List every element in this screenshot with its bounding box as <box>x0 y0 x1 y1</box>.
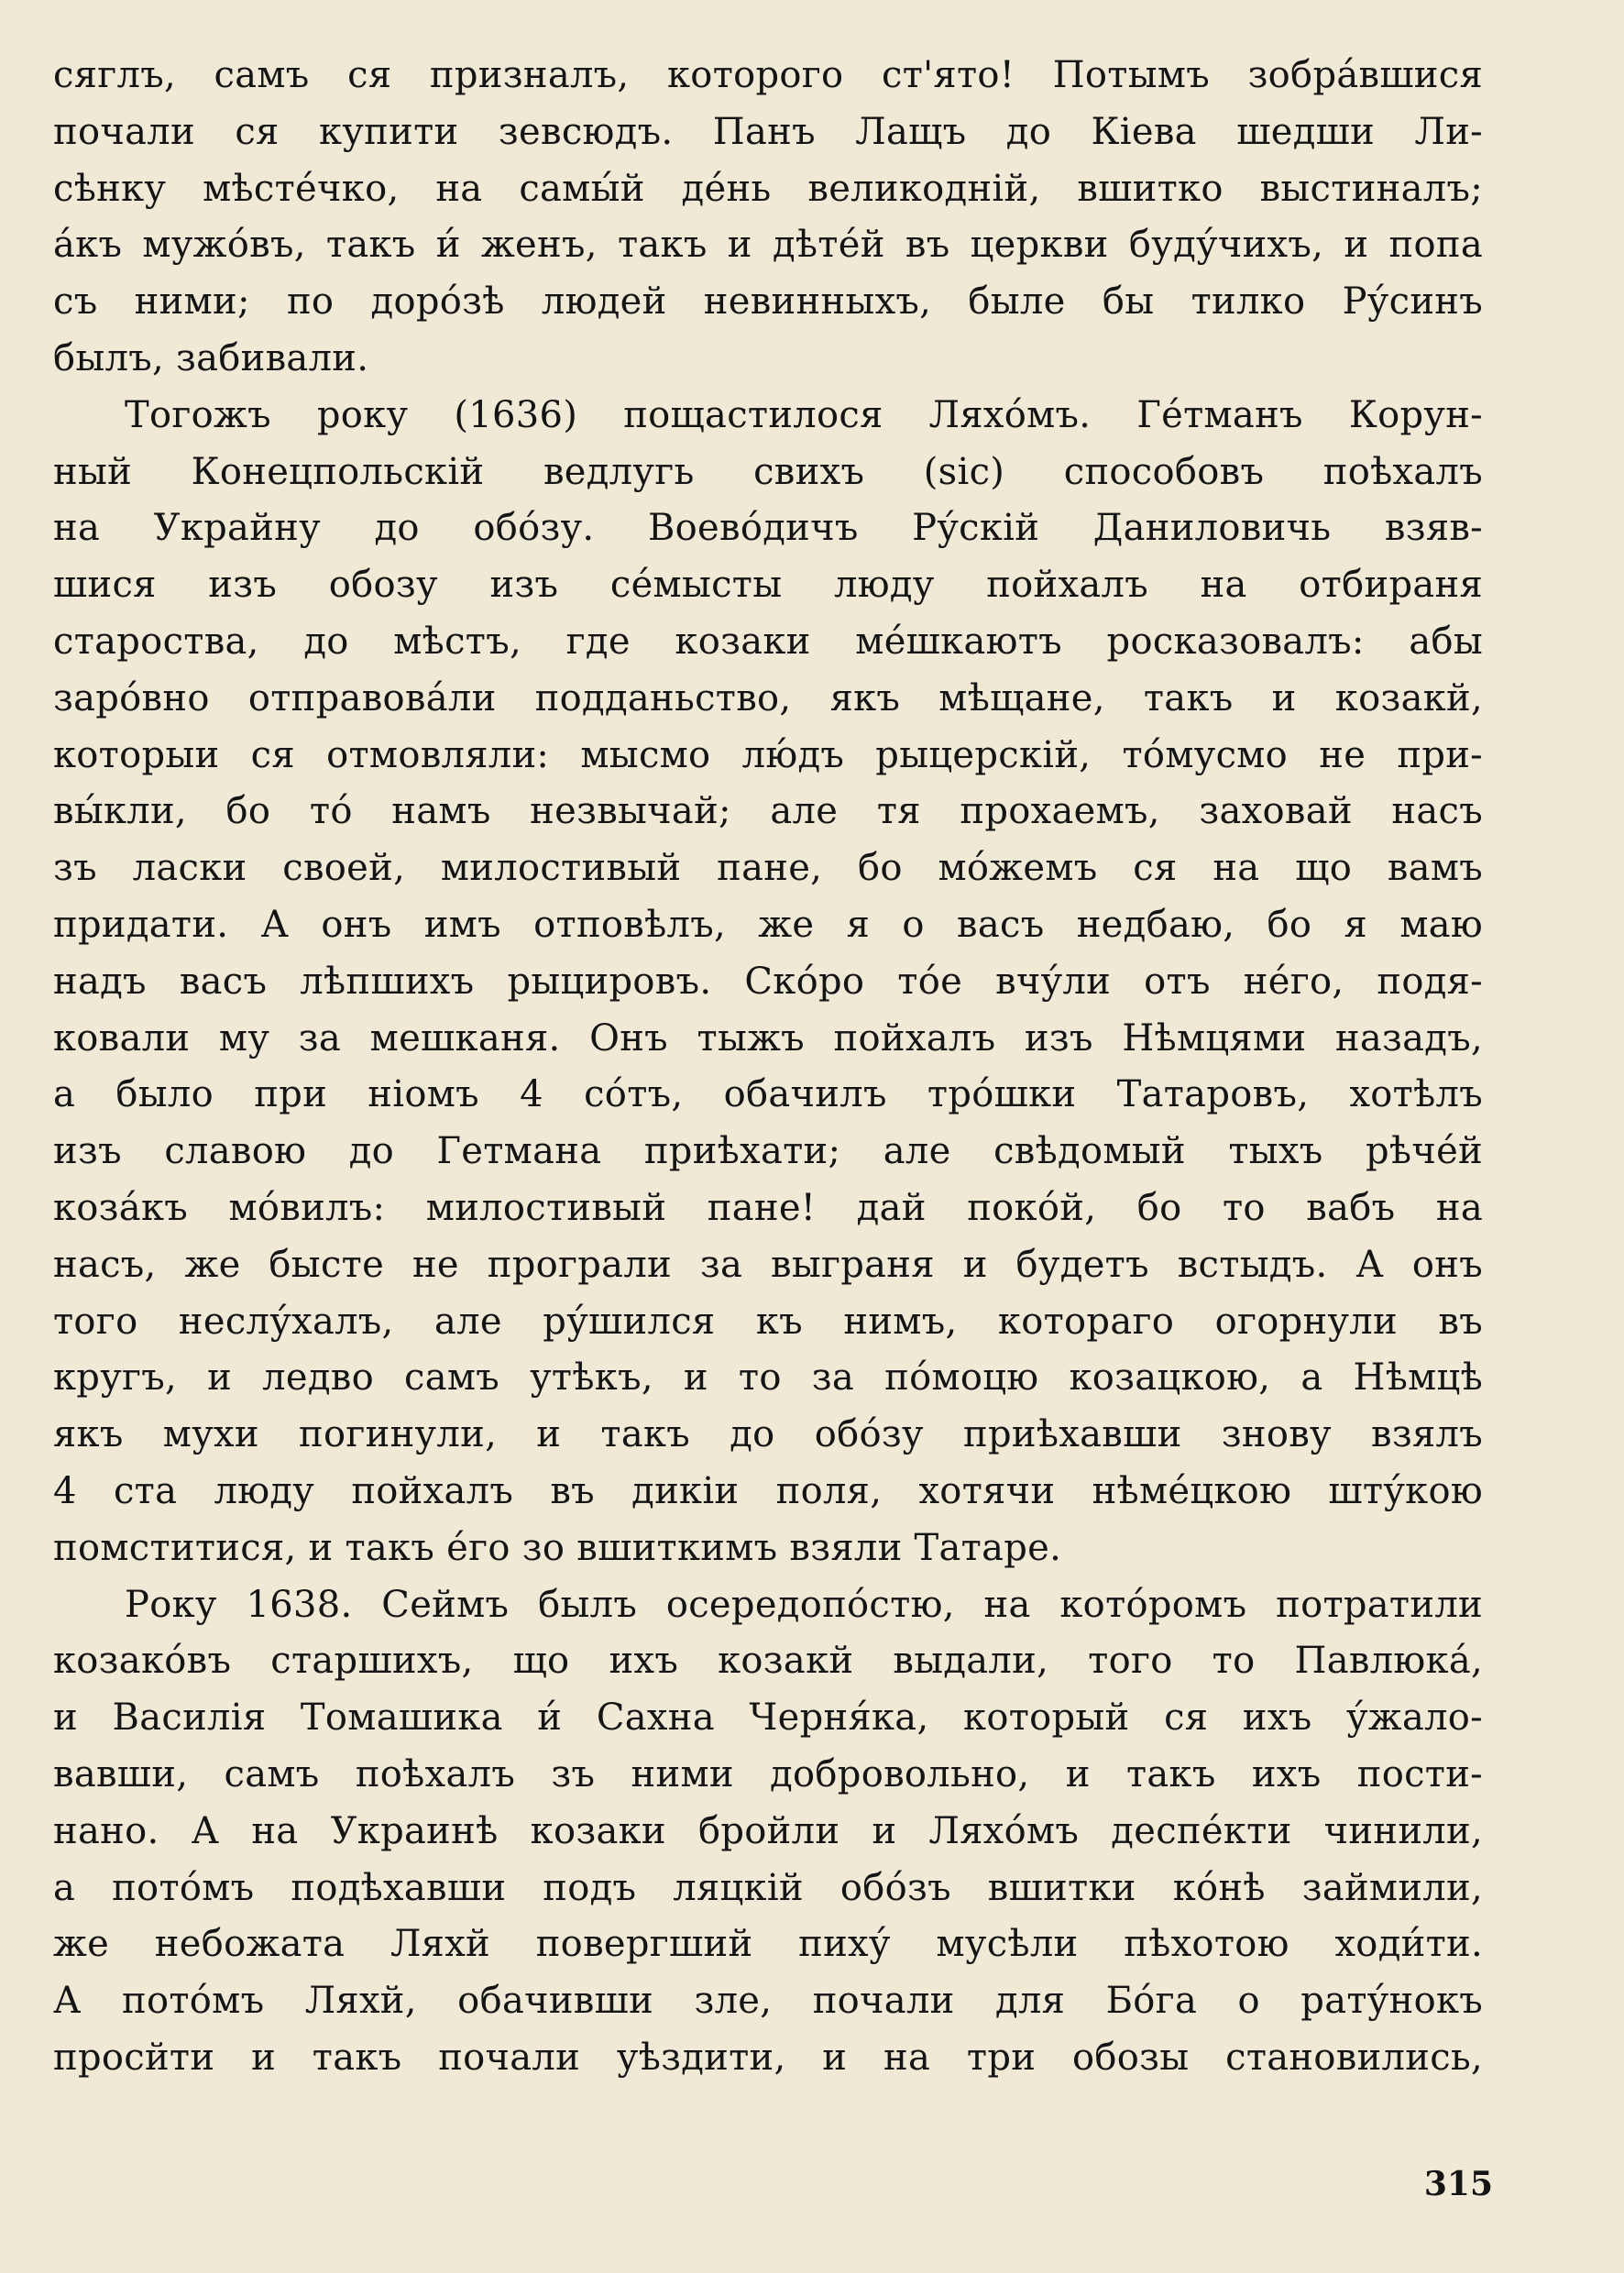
text-line: кругъ, и ледво самъ утѣкъ, и то за по́моцю козацкою, а Нѣмцѣ <box>53 1356 1483 1400</box>
text-line: съ ними; по доро́зѣ людей невинныхъ, быле бы тилко Ру́синъ <box>53 280 1483 324</box>
text-line: Року 1638. Сеймъ былъ осередопо́стю, на кото́ромъ потратили <box>125 1583 1483 1626</box>
text-line: на Украйну до обо́зу. Воево́дичъ Ру́скій Даниловичь взяв- <box>53 507 1483 550</box>
text-line: заро́вно отправова́ли подданьство, якъ мѣщане, такъ и козакй, <box>53 676 1483 719</box>
text-line: зъ ласки своей, милостивый пане, бо мо́жемъ ся на що вамъ <box>53 847 1483 890</box>
text-line: почали ся купити зевсюдъ. Панъ Лащъ до Кіева шедши Ли- <box>53 110 1483 153</box>
text-line: сѣнку мѣсте́чко, на самы́й де́нь великоднiй, вшитко выстиналъ; <box>53 167 1483 210</box>
text-line: шися изъ обозу изъ се́мысты люду пойхалъ на отбираня <box>53 564 1483 607</box>
text-line: вавши, самъ поѣхалъ зъ ними добровольно, и такъ ихъ пости- <box>53 1752 1483 1795</box>
text-line: помститися, и такъ е́го зо вшиткимъ взяли Татаре. <box>53 1526 1062 1569</box>
page-number: 315 <box>1423 2165 1493 2203</box>
text-line: а пото́мъ подѣхавши подъ ляцкій обо́зъ вшитки ко́нѣ займили, <box>53 1866 1483 1909</box>
text-line: вы́кли, бо то́ намъ незвычай; але тя прохаемъ, заховай насъ <box>53 790 1483 833</box>
text-line: коза́къ мо́вилъ: милостивый пане! дай поко́й, бо то вабъ на <box>53 1186 1483 1229</box>
text-line: надъ васъ лѣпшихъ рыцировъ. Ско́ро то́е вчу́ли отъ не́го, подя- <box>53 960 1483 1003</box>
text-line: того неслу́халъ, але ру́шился къ нимъ, котораго огорнули въ <box>53 1300 1483 1343</box>
text-line: 4 ста люду пойхалъ въ дикiи поля, хотячи нѣме́цкою шту́кою <box>53 1469 1483 1512</box>
text-line: придати. А онъ имъ отповѣлъ, же я о васъ недбаю, бо я маю <box>53 903 1483 946</box>
body-text <box>53 48 1483 2087</box>
text-line: А пото́мъ Ляхй, обачивши зле, почали для Бо́га о рату́нокъ <box>53 1980 1483 2023</box>
text-line: же небожата Ляхй повергший пиху́ мусѣли пѣхотою ходи́ти. <box>53 1923 1483 1966</box>
text-line: козако́въ старшихъ, що ихъ козакй выдали, того то Павлюка́, <box>53 1640 1483 1683</box>
text-line: староства, до мѣстъ, где козаки ме́шкаютъ росказовалъ: абы <box>53 620 1483 663</box>
text-line: якъ мухи погинули, и такъ до обо́зу приѣхавши знову взялъ <box>53 1413 1483 1456</box>
text-line: былъ, забивали. <box>53 336 369 379</box>
text-line: ный Конецпольскій ведлугь свихъ (sic) способовъ поѣхалъ <box>53 450 1483 493</box>
text-line: и Василія Томашика и́ Сахна Черня́ка, который ся ихъ у́жало- <box>53 1697 1483 1740</box>
paragraph-1 <box>53 48 1483 388</box>
text-line: сяглъ, самъ ся призналъ, которого ст'ято! Потымъ зобра́вшися <box>53 54 1483 96</box>
text-line: насъ, же бысте не програли за выграня и будетъ встыдъ. А онъ <box>53 1243 1483 1286</box>
text-line: изъ славою до Гетмана приѣхати; але свѣдомый тыхъ рѣче́й <box>53 1130 1483 1173</box>
paragraph-3 <box>53 1577 1483 2087</box>
text-line: нано. А на Украинѣ козаки бройли и Ляхо́мъ деспе́кти чинили, <box>53 1809 1483 1852</box>
text-line: просйти и такъ почали уѣздити, и на три обозы становились, <box>53 2036 1483 2079</box>
text-line: а́къ мужо́въ, такъ и́ женъ, такъ и дѣте́й въ церкви буду́чихъ, и попа <box>53 224 1483 267</box>
text-line: Тогожъ року (1636) пощастилося Ляхо́мъ. Ге́тманъ Корун- <box>125 393 1483 436</box>
paragraph-2 <box>53 388 1483 1577</box>
text-line: а было при ніомъ 4 со́тъ, обачилъ тро́шки Татаровъ, хотѣлъ <box>53 1073 1483 1116</box>
text-line: которыи ся отмовляли: мысмо лю́дъ рыцерскій, то́мусмо не при- <box>53 733 1483 776</box>
text-line: ковали му за мешканя. Онъ тыжъ пойхалъ изъ Нѣмцями назадъ, <box>53 1016 1483 1060</box>
